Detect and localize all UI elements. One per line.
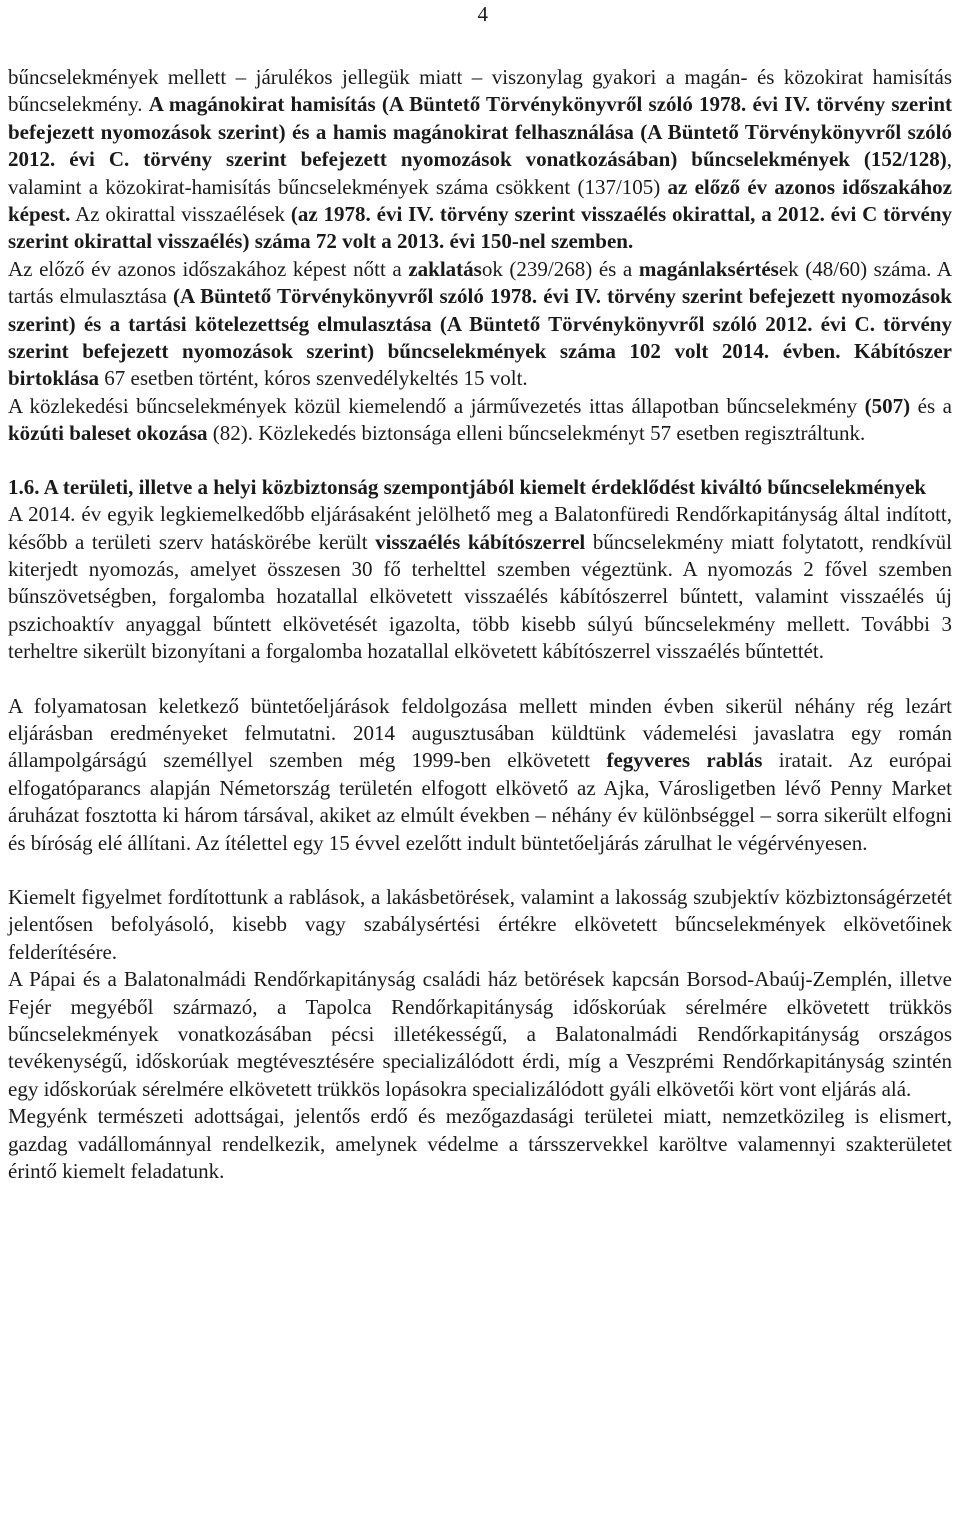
paragraph-burglaries: A Pápai és a Balatonalmádi Rendőrkapitányság családi ház betörések kapcsán Borsod-Abaúj-Zemplén, illetve Fejér megyéből származó, a Tapolca Rendőrkapitányság időskorúak sérelmére elkövetett trükkös bűncselekmények vonatkozásában pécsi illetékességű, a Balatonalmádi Rendőrkapitányság országos tevékenységű, időskorúak megtévesztésére specializálódott érdi, míg a Veszprémi Rendőrkapitányság szintén egy időskorúak sérelmére elkövetett trükkös lopásokra specializálódott gyáli elkövetői kört vont eljárás alá. [8,967,952,1101]
paragraph-traffic-offenses [8,393,952,448]
bold-run: az előző év azonos időszakához képest. [8,174,952,227]
text-run: bűncselekmény miatt folytatott, rendkívül kiterjedt nyomozás, amelyet összesen 30 fő terhelttel szemben végeztünk. A nyomozás 2 fővel szemben bűnszövetségben, forgalomba hozatallal elkövetett visszaélés kábítószerrel bűntett, valamint visszaélés új pszichoaktív anyaggal bűntett elkövetését igazolta, több kisebb súlyú bűncselekmény mellett. További 3 terheltre sikerült bizonyítani a forgalomba hozatallal elkövetett kábítószerrel visszaélés bűntettét. [8,529,952,664]
text-run: , valamint a közokirat-hamisítás bűncselekmények száma csökkent (137/105) [8,147,952,199]
paragraph-document-offenses [8,64,952,256]
paragraph-drug-investigation [8,501,952,665]
document-body [8,64,952,1185]
text-run: bűncselekmények mellett – járulékos jellegük miatt – viszonylag gyakori a magán- és közokirat hamisítás bűncselekmény. [8,65,952,117]
text-run: ok (239/268) és a [481,256,639,281]
text-run [840,339,854,363]
bold-run: magánlaksértés [638,256,779,281]
page-number: 4 [477,2,488,26]
bold-run: zaklatás [408,256,482,281]
text-run: iratait. Az európai elfogatóparancs alapján Németország területén elfogott elkövető az Ajka, Városligetben lévő Penny Market áruházat fosztotta ki három társával, akiket az elmúlt években – néhány év különbséggel – sorra sikerült elfogni és bíróság elé állítani. Az ítélettel egy 15 évvel ezelőtt indult büntetőeljárás zárulhat le végérvényesen. [8,748,952,855]
text-run: 67 esetben történt, kóros szenvedélykeltés 15 volt. [99,366,528,391]
text-run: ek (48/60) száma. A tartás elmulasztása [8,256,953,309]
spacer [8,666,952,693]
paragraph-harassment [8,256,952,393]
spacer [8,448,952,474]
section-heading: 1.6. A területi, illetve a helyi közbiztonság szempontjából kiemelt érdeklődést kiváltó bűncselekmények [8,474,927,499]
text-run: A közlekedési bűncselekmények közül kiemelendő a járművezetés ittas állapotban bűncselekmény [8,393,865,418]
bold-run: közúti baleset okozása [8,421,208,446]
text-run: Az előző év azonos időszakához képest nőtt a [8,256,409,281]
bold-run: fegyveres rablás [606,748,763,773]
text-run: A folyamatosan keletkező büntetőeljárások feldolgozása mellett minden évben sikerül néhány rég lezárt eljárásban eredményeket felmutatni. 2014 augusztusában küldtünk vádemelési javaslatra egy román állampolgárságú személlyel szemben még 1999-ben elkövetett [8,693,952,773]
bold-run: (az 1978. évi IV. törvény szerint visszaélés okirattal, a 2012. évi C törvény szerint okirattal visszaélés) száma 72 volt a 2013. évi 150-nel szemben. [8,202,952,254]
bold-run: (A Büntető Törvénykönyvről szóló 1978. évi IV. törvény szerint befejezett nyomozások szerint) és a tartási kötelezettség elmulasztása (A Büntető Törvénykönyvről szóló 2012. évi C. törvény szerint befejezett nyomozások szerint) bűncselekmények száma 102 volt 2014. évben. [8,284,952,364]
bold-run: visszaélés kábítószerrel [375,529,586,554]
bold-run: (507) [864,393,911,418]
text-run: és a [910,393,952,418]
paragraph-cold-cases [8,693,952,857]
text-run: A 2014. év egyik legkiemelkedőbb eljárásaként jelölhető meg a Balatonfüredi Rendőrkapitányság által indított, később a területi szerv hatáskörébe került [8,502,952,554]
spacer [8,857,952,884]
text-run: Az okirattal visszaélések [70,202,291,227]
text-run: (82). Közlekedés biztonsága elleni bűncselekményt 57 esetben regisztráltunk. [207,421,866,446]
paragraph-wildlife: Megyénk természeti adottságai, jelentős erdő és mezőgazdasági területei miatt, nemzetközileg is elismert, gazdag vadállománnyal rendelkezik, amelynek védelme a társszervekkel karöltve valamennyi szakterületet érintő kiemelt feladatunk. [8,1104,952,1184]
bold-run: Kábítószer birtoklása [8,339,953,391]
bold-run: A magánokirat hamisítás (A Büntető Törvénykönyvről szóló 1978. évi IV. törvény szerint befejezett nyomozások szerint) és a hamis magánokirat felhasználása (A Büntető Törvénykönyvről szóló 2012. évi C. törvény szerint befejezett nyomozások vonatkozásában) bűncselekmények (152/128) [8,92,952,172]
paragraph-priority-focus: Kiemelt figyelmet fordítottunk a rablások, a lakásbetörések, valamint a lakosság szubjektív közbiztonságérzetét jelentősen befolyásoló, kisebb vagy szabálysértési értékre elkövetett bűncselekmények elkövetőinek felderítésére. [8,884,952,964]
